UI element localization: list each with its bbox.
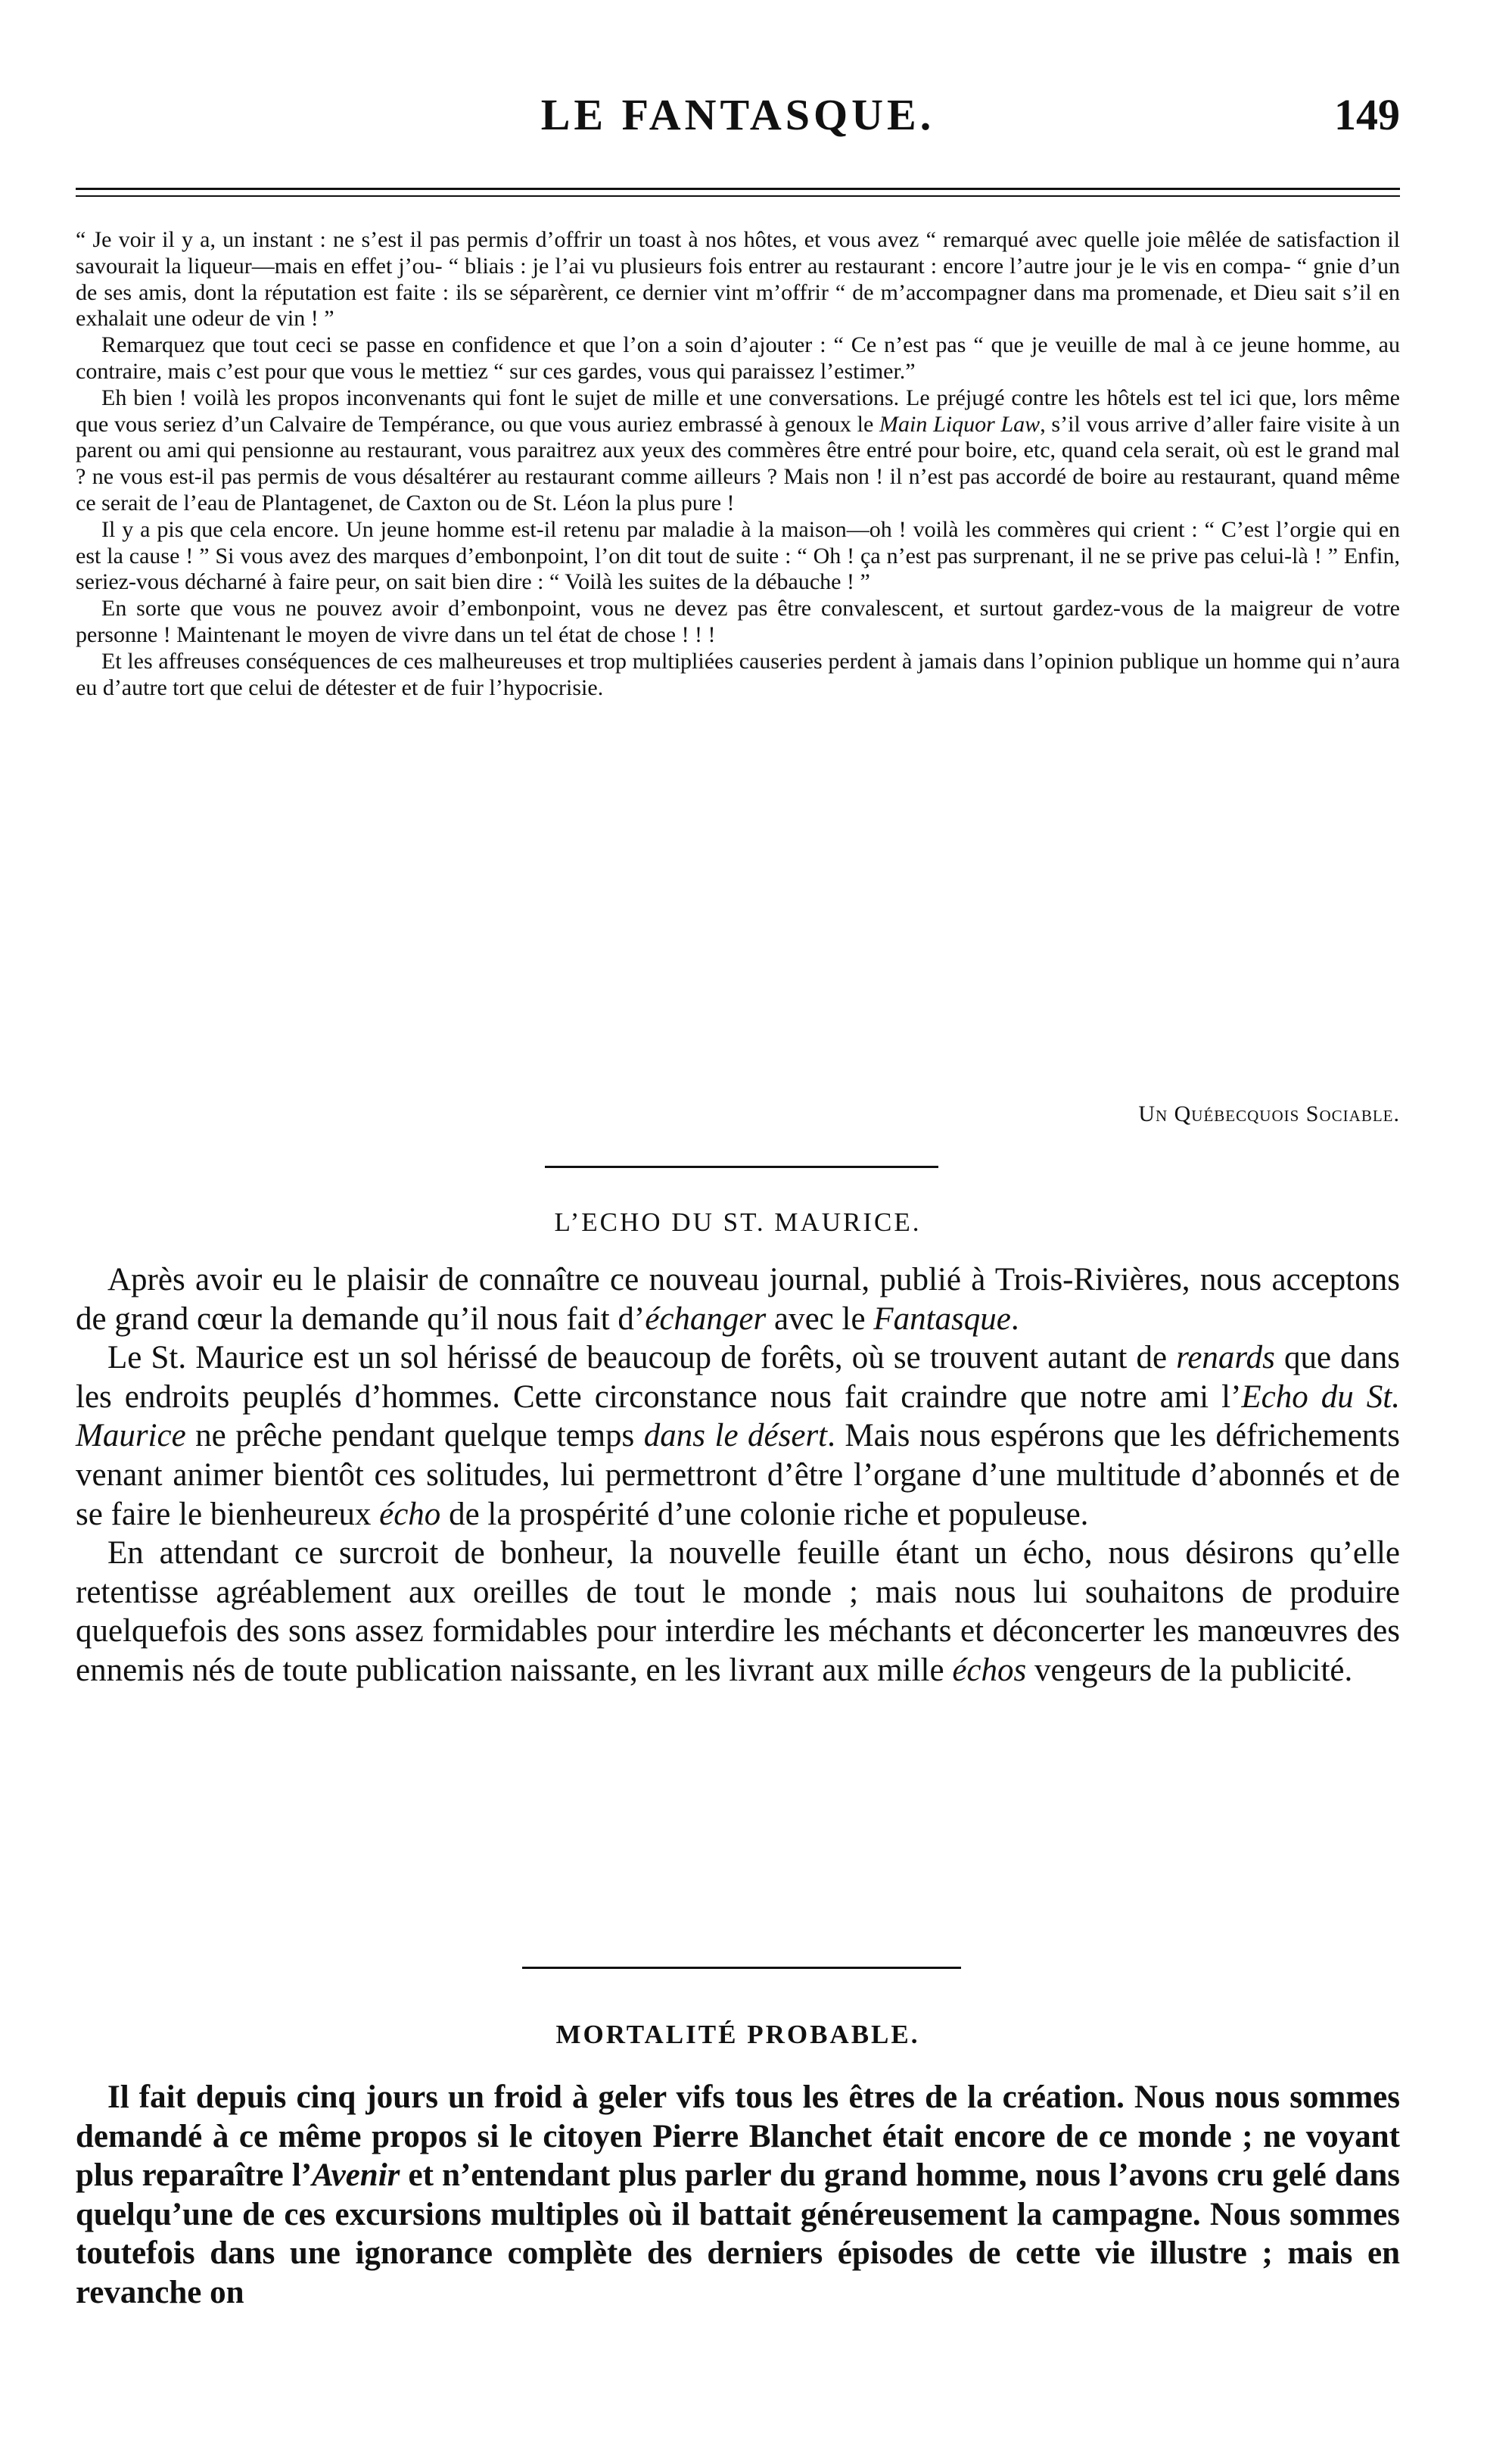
paragraph: En sorte que vous ne pouvez avoir d’embonpoint, vous ne devez pas être convalescent, et surtout gardez-vous de la maigreur de votre personne ! Maintenant le moyen de vivre dans un tel état de chose ! ! ! [76, 596, 1400, 647]
section-title-echo: L’ECHO DU ST. MAURICE. [554, 1207, 922, 1237]
section-title-mortalite: MORTALITÉ PROBABLE. [555, 2020, 920, 2049]
paragraph: Après avoir eu le plaisir de connaître ce nouveau journal, publié à Trois-Rivières, nous acceptons de grand cœur la demande qu’il nous fait d’échanger avec le Fantasque. [76, 1262, 1400, 1337]
paragraph: Remarquez que tout ceci se passe en confidence et que l’on a soin d’ajouter : “ Ce n’est pas “ que je veuille de mal à ce jeune homme, au contraire, mais c’est pour que vous le mettiez “ sur ces gardes, vous qui paraissez l’estimer.” [76, 332, 1400, 384]
article-hotels [76, 227, 1400, 701]
paragraph: Il y a pis que cela encore. Un jeune homme est-il retenu par maladie à la maison—oh ! voilà les commères qui crient : “ C’est l’orgie qui en est la cause ! ” Si vous avez des marques d’embonpoint, l’on dit tout de suite : “ Oh ! ça n’est pas surprenant, il ne se prive pas celui-là ! ” Enfin, seriez-vous décharné à faire peur, on sait bien dire : “ Voilà les suites de la débauche ! ” [76, 516, 1400, 595]
paragraph: “ Je voir il y a, un instant : ne s’est il pas permis d’offrir un toast à nos hôtes, et vous avez “ remarqué avec quelle joie mêlée de satisfaction il savourait la liqueur—mais en effet j’ou- “ bliais : je l’ai vu plusieurs fois entrer au restaurant : encore l’autre jour je le vis en compa- “ gnie d’un de ses amis, dont la réputation est faite : ils se séparèrent, ce dernier vint m’offrir “ de m’accompagner dans ma promenade, et Dieu sait s’il en exhalait une odeur de vin ! ” [76, 227, 1400, 332]
article-echo [76, 1260, 1400, 1690]
article-mortalite [76, 2078, 1400, 2313]
header-rule-bottom [76, 195, 1400, 197]
paragraph: En attendant ce surcroit de bonheur, la nouvelle feuille étant un écho, nous désirons qu’elle retentisse agréablement aux oreilles de tout le monde ; mais nous lui souhaitons de produire quelquefois des sons assez formidables pour interdire les méchants et déconcerter les manœuvres des ennemis nés de toute publication naissante, en les livrant aux mille échos vengeurs de la publicité. [76, 1535, 1400, 1688]
paragraph: Et les affreuses conséquences de ces malheureuses et trop multipliées causeries perdent à jamais dans l’opinion publique un homme qui n’aura eu d’autre tort que celui de détester et de fuir l’hypocrisie. [76, 648, 1400, 700]
section-divider [545, 1166, 938, 1168]
page-number: 149 [1334, 90, 1400, 139]
page-header [76, 89, 1400, 150]
signature: Un Québecquois Sociable. [1138, 1101, 1400, 1126]
paragraph: Le St. Maurice est un sol hérissé de beaucoup de forêts, où se trouvent autant de renards que dans les endroits peuplés d’hommes. Cette circonstance nous fait craindre que notre ami l’Echo du St. Maurice ne prêche pendant quelque temps dans le désert. Mais nous espérons que les défrichements venant animer bientôt ces solitudes, lui permettront d’être l’organe d’une multitude d’abonnés et de se faire le bienheureux écho de la prospérité d’une colonie riche et populeuse. [76, 1340, 1401, 1532]
section-divider [522, 1967, 961, 1969]
paragraph: Il fait depuis cinq jours un froid à geler vifs tous les êtres de la création. Nous nous sommes demandé à ce même propos si le citoyen Pierre Blanchet était encore de ce monde ; ne voyant plus reparaître l’Avenir et n’entendant plus parler du grand homme, nous l’avons cru gelé dans quelqu’une de ces excursions multiples où il battait généreusement la campagne. Nous sommes toutefois dans une ignorance complète des derniers épisodes de cette vie illustre ; mais en revanche on [76, 2079, 1400, 2310]
journal-title: LE FANTASQUE. [540, 90, 935, 139]
header-rule-top [76, 188, 1400, 190]
paragraph: Eh bien ! voilà les propos inconvenants qui font le sujet de mille et une conversations. Le préjugé contre les hôtels est tel ici que, lors même que vous seriez d’un Calvaire de Tempérance, ou que vous auriez embrassé à genoux le Main Liquor Law, s’il vous arrive d’aller faire visite à un parent ou ami qui pensionne au restaurant, vous paraitrez aux yeux des commères être entré pour boire, etc, quand cela serait, où est le grand mal ? ne vous est-il pas permis de vous désaltérer au restaurant comme ailleurs ? Mais non ! il n’est pas accordé de boire au restaurant, quand même ce serait de l’eau de Plantagenet, de Caxton ou de St. Léon la plus pure ! [76, 385, 1400, 516]
